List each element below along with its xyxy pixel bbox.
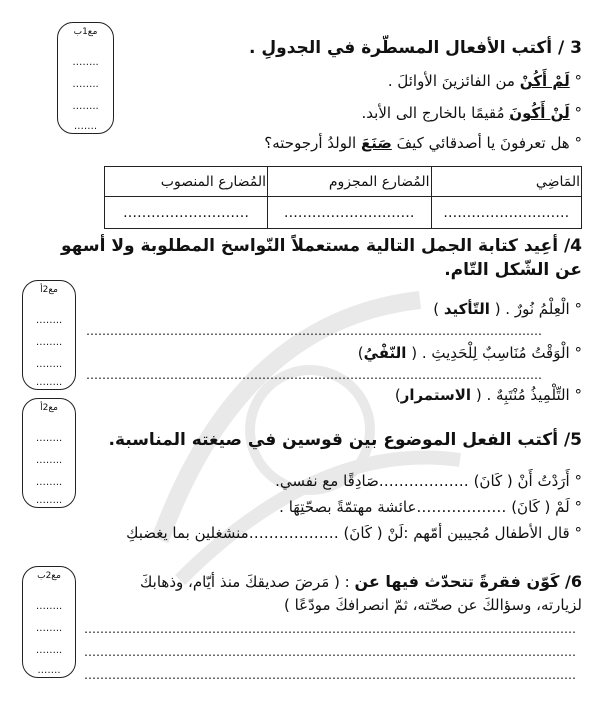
score-box-q6 <box>22 566 76 678</box>
table-answer-cell[interactable]: ……………………… <box>431 197 581 229</box>
answer-dots[interactable]: …………………………………………………………………………………………………… <box>86 368 542 382</box>
score-dots[interactable]: …….. <box>35 623 63 634</box>
answer-dots[interactable]: …………………………………………………………………………………………………………… <box>84 668 576 682</box>
underlined-verb: صَنَعَ <box>360 134 392 152</box>
score-box-q3 <box>57 22 114 134</box>
table-answer-cell[interactable]: ………………………. <box>268 197 431 229</box>
score-dots[interactable]: …….. <box>35 377 63 388</box>
score-box-label: مع2أ <box>40 403 58 413</box>
score-box-q4b <box>22 398 76 508</box>
table-header: المَاضِي <box>431 167 581 197</box>
q5-item-2: ° لَمْ ( كَانَ) ………………عائشة مهتمّةً بصحّتِهَا . <box>279 498 582 516</box>
q3-line-3: ° هل تعرفونَ يا أصدقائي كيفَ صَنَعَ الولدُ أرجوحته؟ <box>264 134 582 152</box>
score-dots[interactable]: …….. <box>35 433 63 444</box>
score-dots[interactable]: …….. <box>72 57 99 68</box>
score-box-q4a <box>22 280 76 390</box>
score-dots[interactable]: …….. <box>35 601 63 612</box>
q4-item-3: ° التِّلْمِيذُ مُنْتَبِهٌ . ( الاستمرار) <box>394 386 582 404</box>
q3-line-1: ° لَمْ أَكُنْ من الفائزينَ الأوائلَ . <box>387 72 582 90</box>
q5-item-3: ° قال الأطفال مُجيبين أمّهم :لَنْ ( كَانَ) ………………منشغلين بما يغضبكِ <box>126 524 582 542</box>
score-dots[interactable]: …….. <box>35 315 63 326</box>
score-dots[interactable]: …….. <box>35 477 63 488</box>
score-box-label: مع1ب <box>73 27 98 37</box>
underlined-verb: لَنْ أَكُونَ <box>509 104 570 122</box>
q4-heading-line2: عن الشّكل التّام. <box>444 260 582 280</box>
score-dots[interactable]: …….. <box>35 455 63 466</box>
score-dots[interactable]: ……. <box>37 665 61 676</box>
answer-dots[interactable]: …………………………………………………………………………………………………… <box>86 324 542 338</box>
score-dots[interactable]: …….. <box>35 359 63 370</box>
q4-item-2: ° الْوَقْتُ مُنَاسِبٌ لِلْحَدِيثِ . ( النّفْيُ) <box>357 344 582 362</box>
underlined-verb: لَمْ أَكُنْ <box>519 72 570 90</box>
table-answer-cell[interactable]: ……………………… <box>105 197 268 229</box>
q5-heading: 5/ أكتب الفعل الموضوع بين قوسين في صيغته المناسبة. <box>108 430 582 450</box>
score-box-label: مع2ب <box>37 571 61 581</box>
score-dots[interactable]: …….. <box>35 337 63 348</box>
answer-dots[interactable]: …………………………………………………………………………………………………………… <box>84 622 576 636</box>
score-dots[interactable]: …….. <box>35 495 63 506</box>
q3-line-2: ° لَنْ أَكُونَ مُقيمًا بالخارج الى الأبد. <box>361 104 582 122</box>
q6-heading: 6/ كَوّن فقرةً تتحدّث فيها عن : ( مَرضَ صديقكَ منذ أيّام، وذهابكَ <box>140 572 582 591</box>
q4-item-1: ° الْعِلْمُ نُورٌ . ( التّأكيد ) <box>433 300 582 318</box>
verbs-table <box>104 166 582 229</box>
score-dots[interactable]: …….. <box>72 101 99 112</box>
q4-heading: 4/ أعِيد كتابة الجمل التالية مستعملاً النّواسخ المطلوبة ولا أسهو <box>61 236 582 256</box>
table-header: المُضارع المنصوب <box>105 167 268 197</box>
q6-heading-line2: لزيارته، وسؤالكَ عن صحّته، ثمّ انصرافكَ مودّعًا ) <box>283 596 582 614</box>
q3-heading: 3 / أكتب الأفعال المسطّرة في الجدولِ . <box>249 38 582 58</box>
score-dots[interactable]: …….. <box>72 79 99 90</box>
score-dots[interactable]: ……. <box>73 121 98 132</box>
score-dots[interactable]: …….. <box>35 645 63 656</box>
answer-dots[interactable]: …………………………………………………………………………………………………………… <box>84 645 576 659</box>
q5-item-1: ° أَرَدْتُ أَنْ ( كَانَ) ………………صَادِقًا مع نفسي. <box>275 472 582 490</box>
table-header: المُضارع المجزوم <box>268 167 431 197</box>
score-box-label: مع2أ <box>40 285 58 295</box>
